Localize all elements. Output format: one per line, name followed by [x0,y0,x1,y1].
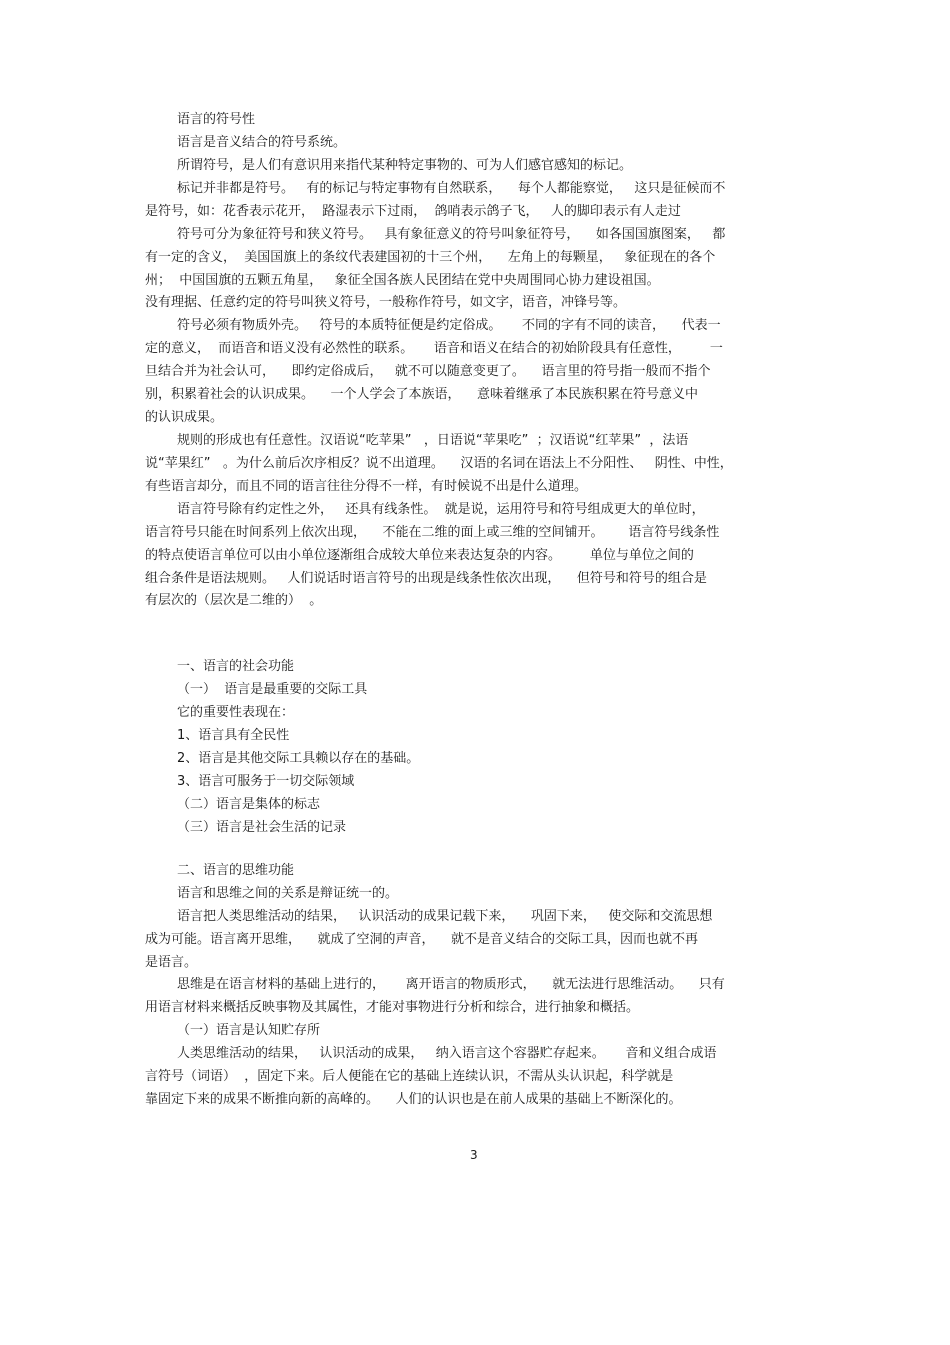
page-number: 3 [470,1148,478,1162]
text-line: 语言符号除有约定性之外， 还具有线条性。 就是说，运用符号和符号组成更大的单位时， [177,502,705,517]
text-line: 语言符号只能在时间系列上依次出现， 不能在二维的面上或三维的空间铺开。 语言符号线条性 [145,525,720,540]
text-line: 它的重要性表现在： [177,705,295,720]
text-line: 思维是在语言材料的基础上进行的， 离开语言的物质形式， 就无法进行思维活动。 只有 [177,977,725,992]
text-line: 的认识成果。 [145,410,224,425]
text-line: 别，积累着社会的认识成果。 一个人学会了本族语， 意味着继承了本民族积累在符号意义中 [145,387,699,402]
text-line: 组合条件是语法规则。 人们说话时语言符号的出现是线条性依次出现， 但符号和符号的组合是 [145,571,707,586]
text-line: 说“苹果红” 。为什么前后次序相反？说不出道理。 汉语的名词在语法上不分阳性、 阴性、中性， [145,456,733,471]
text-line: 二、语言的思维功能 [177,863,295,878]
text-line: 符号可分为象征符号和狭义符号。 具有象征意义的符号叫象征符号， 如各国国旗图案， 都 [177,227,726,242]
text-line: 是符号，如：花香表示花开， 路湿表示下过雨， 鸽哨表示鸽子飞， 人的脚印表示有人走过 [145,204,681,219]
text-line: 语言把人类思维活动的结果， 认识活动的成果记载下来， 巩固下来， 使交际和交流思想 [177,909,713,924]
text-line: 的特点使语言单位可以由小单位逐渐组合成较大单位来表达复杂的内容。 单位与单位之间的 [145,548,694,563]
text-line: 言符号（词语） ，固定下来。后人便能在它的基础上连续认识，不需从头认识起，科学就是 [145,1069,674,1084]
text-line: 旦结合并为社会认可， 即约定俗成后， 就不可以随意变更了。 语言里的符号指一般而不指个 [145,364,711,379]
text-line: 3、语言可服务于一切交际领域 [177,774,355,789]
text-line: 定的意义， 而语音和语义没有必然性的联系。 语音和语义在结合的初始阶段具有任意性， 一 [145,341,723,356]
text-line: 语言的符号性 [177,112,256,127]
text-line: 一、语言的社会功能 [177,659,295,674]
text-line: （一）语言是认知贮存所 [177,1023,321,1038]
text-line: 没有理据、任意约定的符号叫狭义符号，一般称作符号，如文字，语音，冲锋号等。 [145,295,627,310]
text-line: 靠固定下来的成果不断推向新的高峰的。 人们的认识也是在前人成果的基础上不断深化的。 [145,1092,682,1107]
text-line: 规则的形成也有任意性。汉语说“吃苹果” ，日语说“苹果吃” ；汉语说“红苹果” ，法语 [177,433,689,448]
text-line: 成为可能。语言离开思维， 就成了空洞的声音， 就不是音义结合的交际工具，因而也就不再 [145,932,699,947]
text-line: 是语言。 [145,955,198,970]
text-line: 州； 中国国旗的五颗五角星， 象征全国各族人民团结在党中央周围同心协力建设祖国。 [145,273,660,288]
text-line: 人类思维活动的结果， 认识活动的成果， 纳入语言这个容器贮存起来。 音和义组合成语 [177,1046,717,1061]
text-line: 标记并非都是符号。 有的标记与特定事物有自然联系， 每个人都能察觉， 这只是征候而不 [177,181,726,196]
text-line: （一） 语言是最重要的交际工具 [177,682,368,697]
text-line: （三）语言是社会生活的记录 [177,820,347,835]
text-line: （二）语言是集体的标志 [177,797,321,812]
text-line: 用语言材料来概括反映事物及其属性，才能对事物进行分析和综合，进行抽象和概括。 [145,1000,640,1015]
text-line: 有些语言却分，而且不同的语言往往分得不一样，有时候说不出是什么道理。 [145,479,588,494]
text-line: 所谓符号，是人们有意识用来指代某种特定事物的、可为人们感官感知的标记。 [177,158,633,173]
text-line: 有层次的（层次是二维的） 。 [145,593,323,608]
text-line: 语言和思维之间的关系是辩证统一的。 [177,886,399,901]
text-line: 有一定的含义， 美国国旗上的条纹代表建国初的十三个州， 左角上的每颗星， 象征现在的各个 [145,250,716,265]
text-line: 语言是音义结合的符号系统。 [177,135,347,150]
text-line: 1、语言具有全民性 [177,728,290,743]
text-line: 符号必须有物质外壳。 符号的本质特征便是约定俗成。 不同的字有不同的读音， 代表一 [177,318,721,333]
text-line: 2、语言是其他交际工具赖以存在的基础。 [177,751,420,766]
